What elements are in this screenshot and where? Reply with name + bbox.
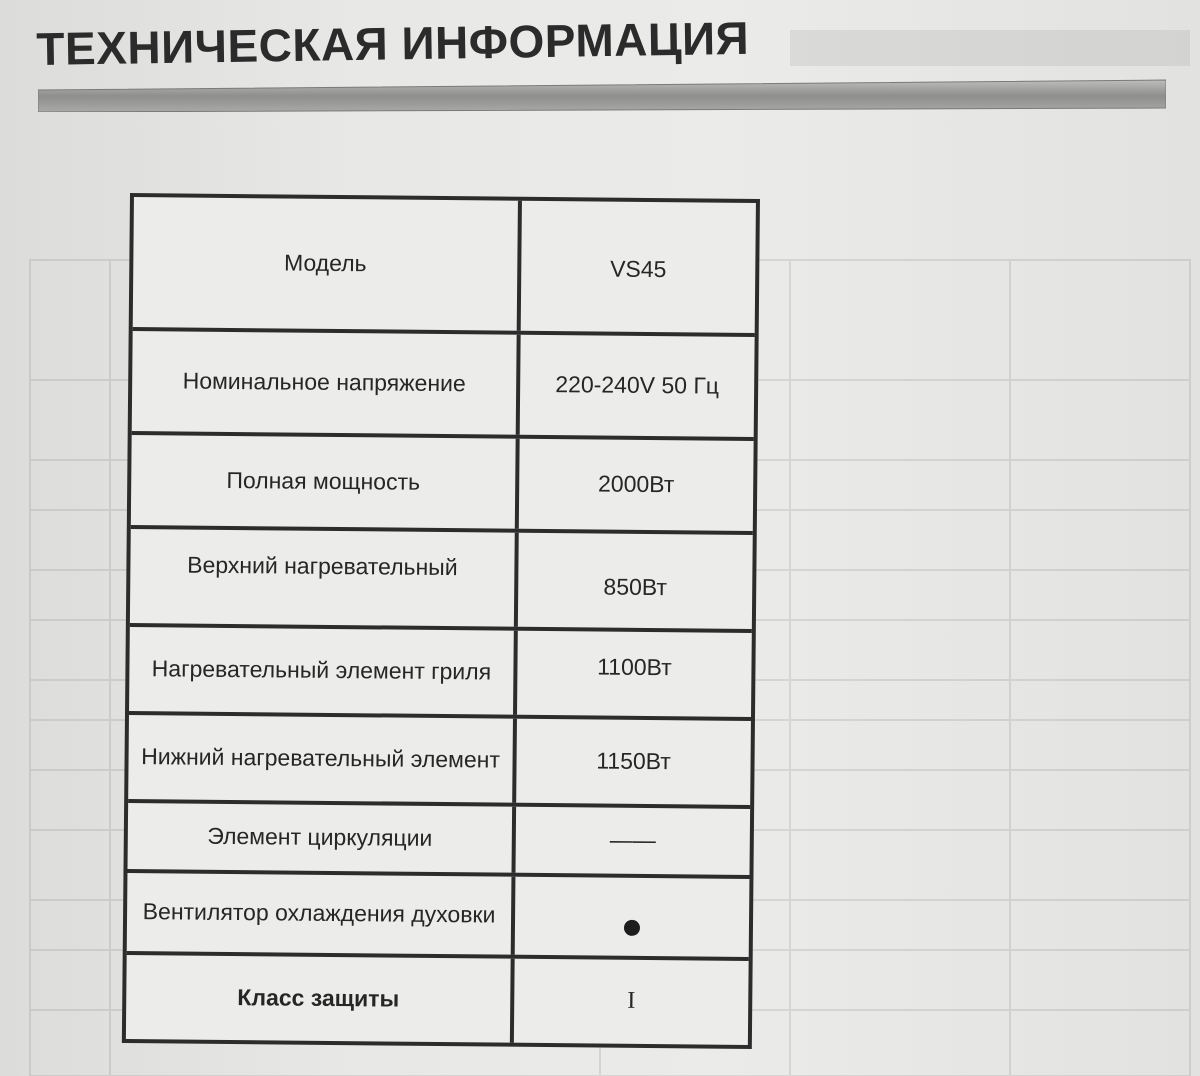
spec-label: Вентилятор охлаждения духовки: [127, 873, 516, 955]
spec-value: 2000Вт: [597, 470, 675, 498]
spec-value: VS45: [610, 255, 667, 283]
title-underline-bar: [38, 78, 1166, 112]
spec-value: 850Вт: [603, 573, 668, 601]
filled-dot-icon: [624, 920, 640, 936]
table-row: [133, 197, 756, 337]
spec-label: Номинальное напряжение: [132, 331, 521, 435]
spec-label: Класс защиты: [126, 955, 515, 1043]
table-row: [127, 803, 750, 879]
spec-label: Полная мощность: [131, 435, 520, 529]
page-title: ТЕХНИЧЕСКАЯ ИНФОРМАЦИЯ: [36, 11, 750, 75]
spec-label: Верхний нагревательный: [130, 529, 519, 627]
spec-value: [515, 877, 750, 957]
spec-label: Модель: [133, 197, 522, 331]
table-row: [131, 435, 754, 535]
spec-value: 220-240V 50 Гц: [555, 371, 720, 399]
table-row: [128, 715, 751, 809]
table-row: [132, 331, 755, 441]
spec-label: Элемент циркуляции: [128, 803, 517, 873]
spec-label: Нагревательный элемент гриля: [129, 627, 518, 715]
table-row: [127, 873, 750, 961]
spec-value: I: [627, 988, 636, 1015]
table-row: [126, 955, 749, 1045]
spec-value: 1100Вт: [597, 653, 672, 681]
spec-value: ——: [609, 826, 656, 854]
bleed-through-heading: [780, 20, 1200, 80]
spec-table: [122, 193, 760, 1049]
table-row: [129, 627, 752, 721]
spec-value: 1150Вт: [596, 747, 671, 775]
spec-label: Нижний нагревательный элемент: [128, 715, 517, 803]
table-row: [130, 529, 753, 633]
